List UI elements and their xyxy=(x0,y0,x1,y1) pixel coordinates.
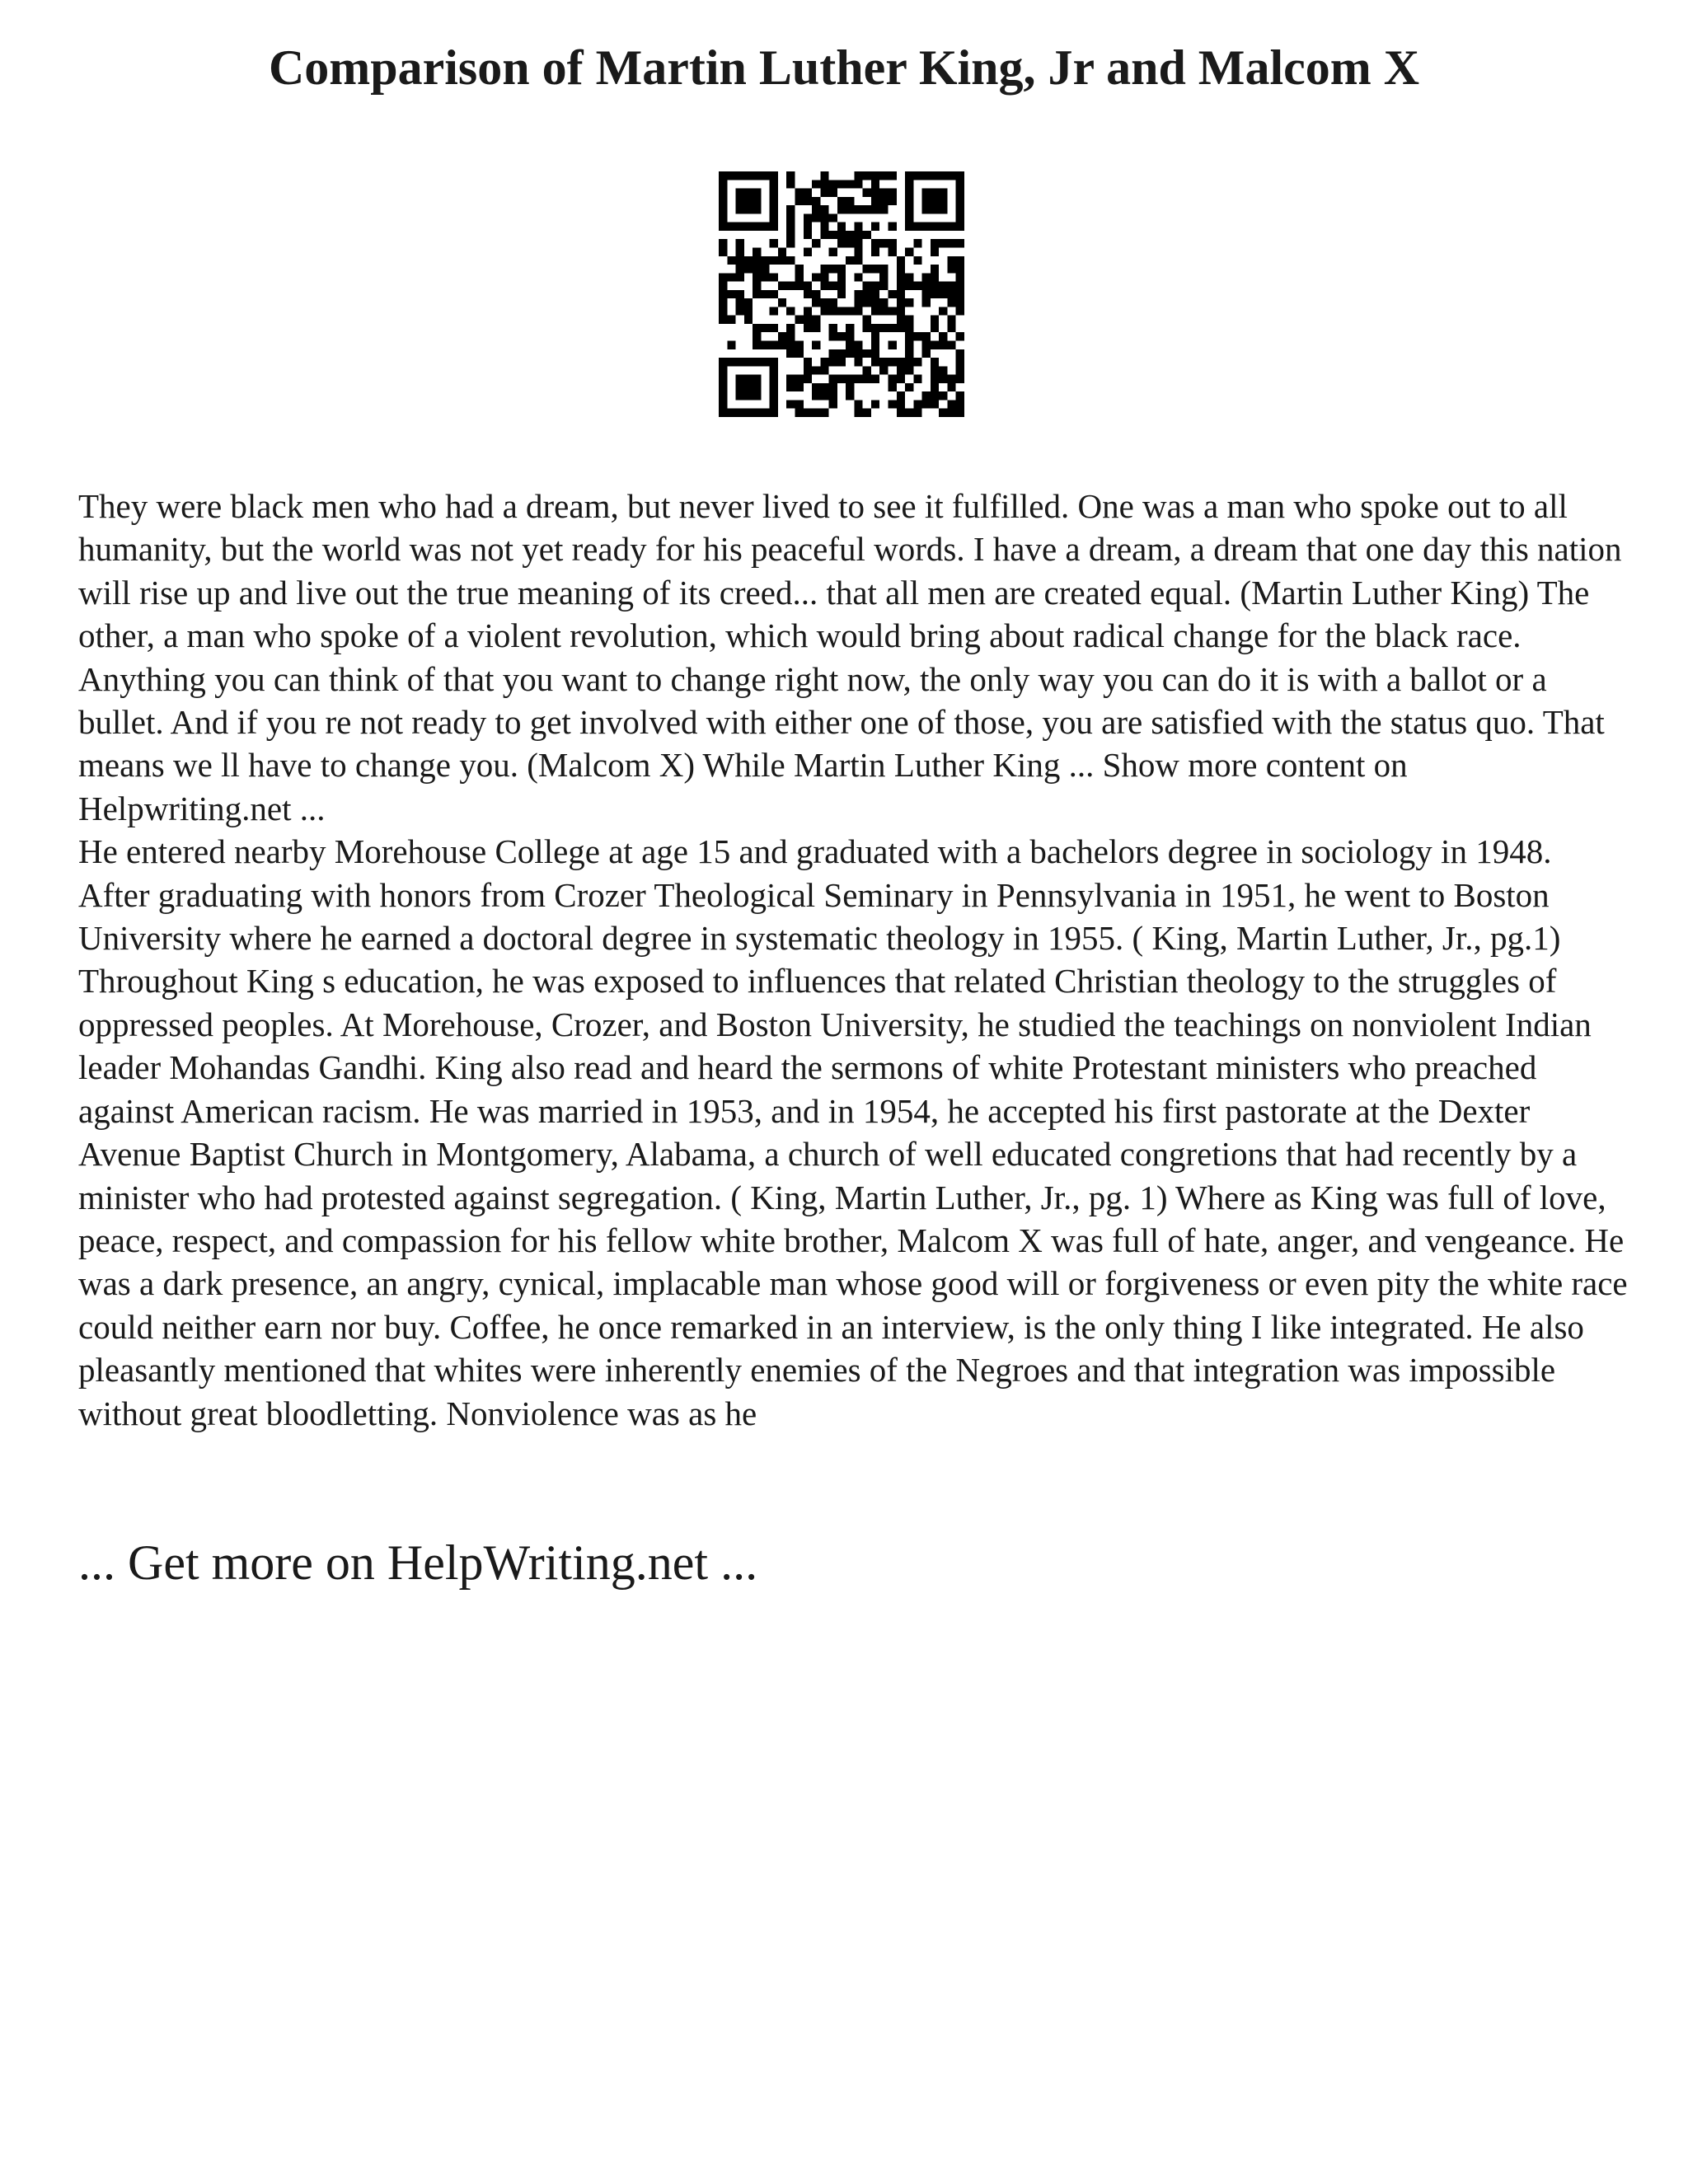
get-more-link[interactable]: ... Get more on HelpWriting.net ... xyxy=(78,1535,758,1590)
document-body xyxy=(78,485,1628,1435)
paragraph: They were black men who had a dream, but never lived to see it fulfilled. One was a man who spoke out to all humanity, but the world was not yet ready for his peaceful words. I have a dream, a dream that one day this nation will rise up and live out the true meaning of its creed... that all men are created equal. (Martin Luther King) The other, a man who spoke of a violent revolution, which would bring about radical change for the black race. Anything you can think of that you want to change right now, the only way you can do it is with a ballot or a bullet. And if you re not ready to get involved with either one of those, you are satisfied with the status quo. That means we ll have to change you. (Malcom X) While Martin Luther King ... Show more content on Helpwriting.net ... xyxy=(78,487,1622,827)
qr-code-icon xyxy=(719,171,964,417)
paragraph: He entered nearby Morehouse College at age 15 and graduated with a bachelors degree in sociology in 1948. After graduating with honors from Crozer Theological Seminary in Pennsylvania in 1951, he went to Boston University where he earned a doctoral degree in systematic theology in 1955. ( King, Martin Luther, Jr., pg.1) Throughout King s education, he was exposed to influences that related Christian theology to the struggles of oppressed peoples. At Morehouse, Crozer, and Boston University, he studied the teachings on nonviolent Indian leader Mohandas Gandhi. King also read and heard the sermons of white Protestant ministers who preached against American racism. He was married in 1953, and in 1954, he accepted his first pastorate at the Dexter Avenue Baptist Church in Montgomery, Alabama, a church of well educated congretions that had recently by a minister who had protested against segregation. ( King, Martin Luther, Jr., pg. 1) Where as King was full of love, peace, respect, and compassion for his fellow white brother, Malcom X was full of hate, anger, and vengeance. He was a dark presence, an angry, cynical, implacable man whose good will or forgiveness or even pity the white race could neither earn nor buy. Coffee, he once remarked in an interview, is the only thing I like integrated. He also pleasantly mentioned that whites were inherently enemies of the Negroes and that integration was impossible without great bloodletting. Nonviolence was as he xyxy=(78,832,1628,1432)
document-title: Comparison of Martin Luther King, Jr and Malcom X xyxy=(268,40,1420,95)
